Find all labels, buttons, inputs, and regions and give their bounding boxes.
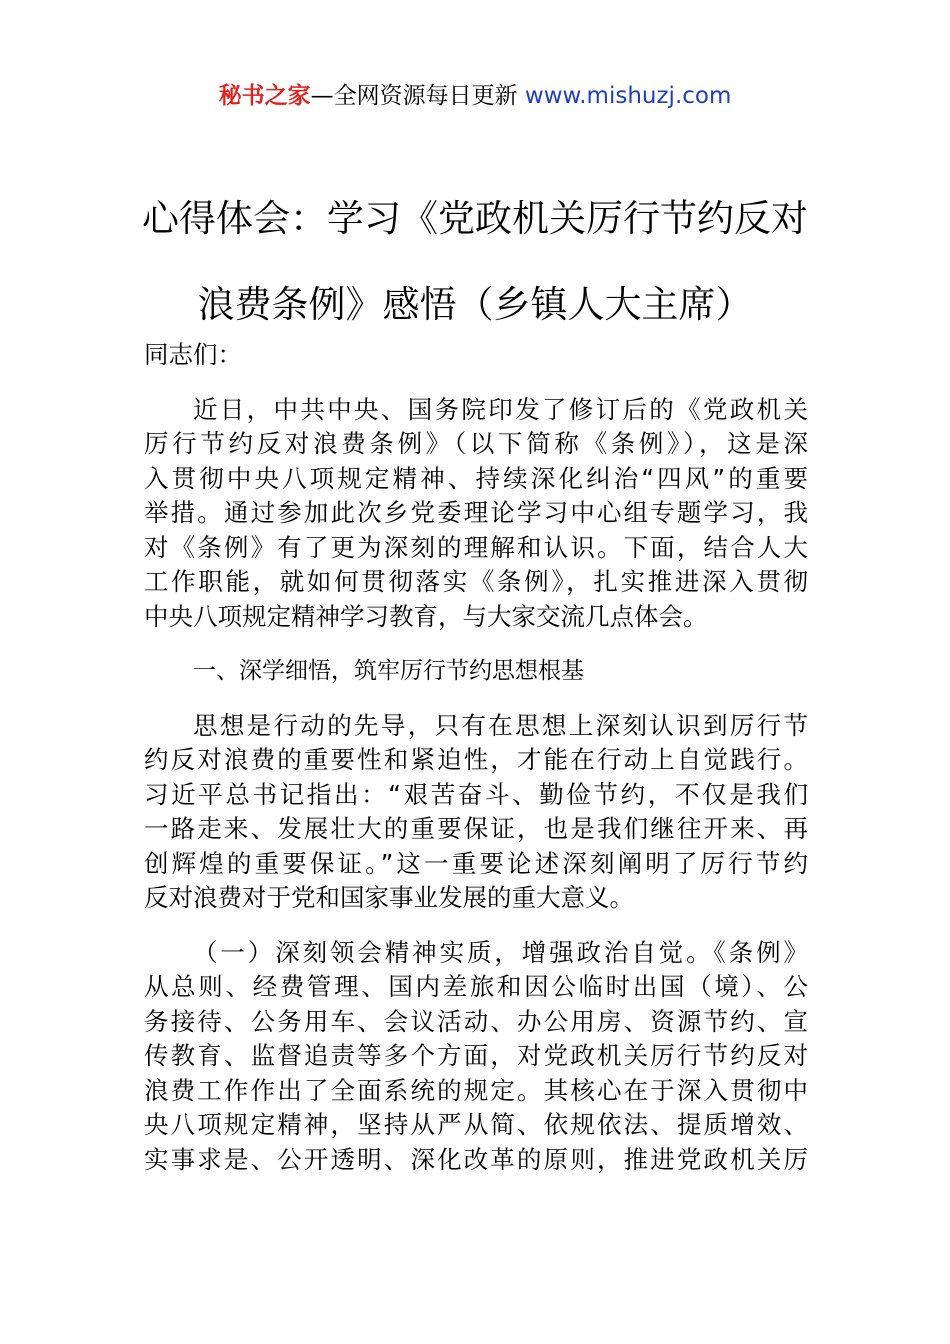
text-line: 务接待、公务用车、会议活动、办公用房、资源节约、宣 [144,1006,808,1036]
text-line: 约反对浪费的重要性和紧迫性，才能在行动上自觉践行。 [144,745,808,774]
text-line: 工作职能，就如何贯彻落实《条例》，扎实推进深入贯彻 [144,567,808,596]
document-body [144,338,808,1197]
text-line: 思想是行动的先导，只有在思想上深刻认识到厉行节 [193,710,808,740]
text-line: 传教育、监督追责等多个方面，对党政机关厉行节约反对 [144,1041,808,1070]
section-1-paragraph-2 [144,936,808,1178]
brand-name: 秘书之家 [218,83,311,109]
text-line: 厉行节约反对浪费条例》（以下简称《条例》），这是深 [144,429,808,458]
text-line: 创辉煌的重要保证。”这一重要论述深刻阐明了厉行节约 [144,848,808,878]
section-1-paragraph-1 [144,709,808,916]
text-line: 央八项规定精神，坚持从严从简、依规依法、提质增效、 [144,1110,808,1139]
site-header [0,80,950,112]
text-line: 举措。通过参加此次乡党委理论学习中心组专题学习，我 [144,498,808,527]
site-url-link[interactable]: www.mishuzj.com [524,83,732,109]
header-tagline: —全网资源每日更新 [310,83,518,109]
text-line: 习近平总书记指出：“艰苦奋斗、勤俭节约，不仅是我们 [144,779,808,809]
text-line: 入贯彻中央八项规定精神、持续深化纠治“四风”的重要 [144,463,808,493]
text-line: 反对浪费对于党和国家事业发展的重大意义。 [144,883,634,912]
title-line-2: 浪费条例》感悟（乡镇人大主席） [197,283,753,326]
text-line: 从总则、经费管理、国内差旅和因公临时出国（境）、公 [144,972,808,1001]
text-line: （一）深刻领会精神实质，增强政治自觉。《条例》 [193,937,808,967]
text-line: 近日，中共中央、国务院印发了修订后的《党政机关 [193,394,808,424]
document-title [120,176,830,348]
section-heading-1: 一、深学细悟，筑牢厉行节约思想根基 [193,658,584,684]
text-line: 中央八项规定精神学习教育，与大家交流几点体会。 [144,601,708,631]
title-line-1: 心得体会：学习《党政机关厉行节约反对 [142,197,808,240]
text-line: 实事求是、公开透明、深化改革的原则，推进党政机关厉 [144,1144,808,1174]
text-line: 对《条例》有了更为深刻的理解和认识。下面，结合人大 [144,532,808,562]
text-line: 一路走来、发展壮大的重要保证，也是我们继往开来、再 [144,814,808,843]
text-line: 浪费工作作出了全面系统的规定。其核心在于深入贯彻中 [144,1075,808,1105]
salutation: 同志们： [144,340,242,369]
intro-paragraph [144,393,808,635]
